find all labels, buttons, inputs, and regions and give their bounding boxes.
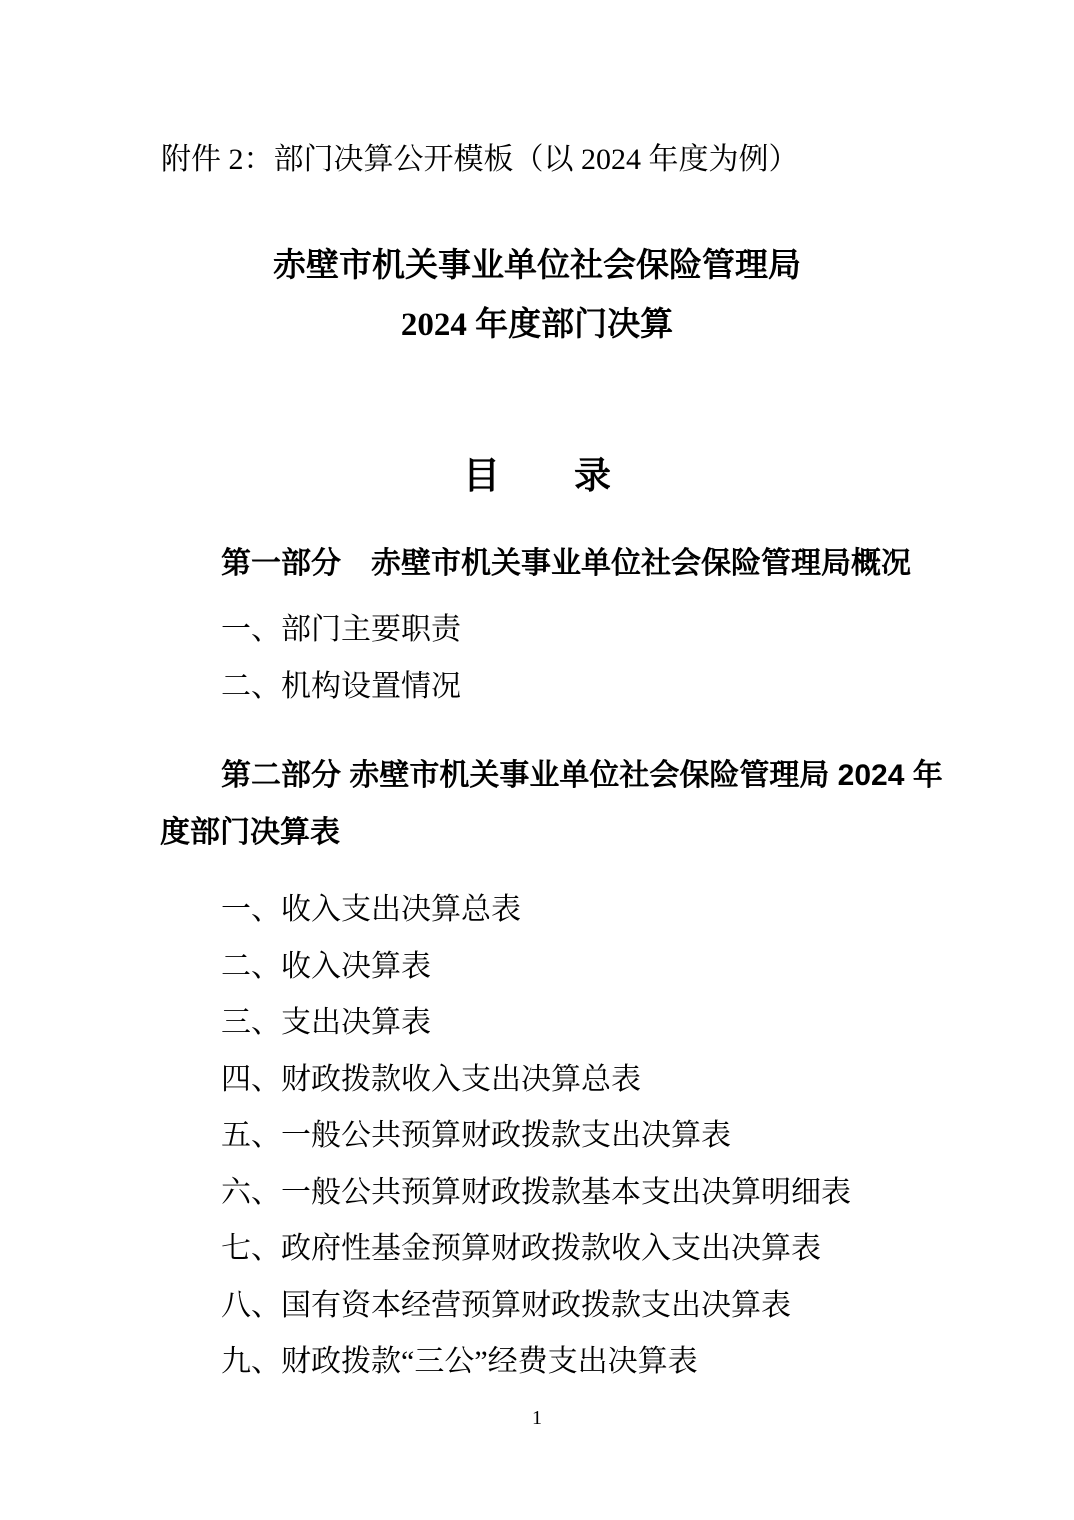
- toc-item-part1-1: 一、部门主要职责: [221, 613, 461, 646]
- toc-item-part2-5: 五、一般公共预算财政拨款支出决算表: [221, 1119, 731, 1152]
- attachment-note: 附件 2：部门决算公开模板（以 2024 年度为例）: [161, 143, 799, 176]
- toc-item-part2-3: 三、支出决算表: [221, 1006, 431, 1039]
- toc-item-part2-7: 七、政府性基金预算财政拨款收入支出决算表: [221, 1232, 821, 1265]
- toc-item-part2-2: 二、收入决算表: [221, 950, 431, 983]
- document-title-line2: 2024 年度部门决算: [400, 307, 674, 343]
- toc-item-part2-6: 六、一般公共预算财政拨款基本支出决算明细表: [221, 1176, 851, 1209]
- toc-item-part2-9: 九、财政拨款“三公”经费支出决算表: [221, 1345, 698, 1378]
- toc-part1-heading: 第一部分 赤壁市机关事业单位社会保险管理局概况: [221, 547, 911, 580]
- toc-title: 目 录: [463, 456, 611, 497]
- toc-item-part1-2: 二、机构设置情况: [221, 670, 461, 703]
- document-title-line1: 赤壁市机关事业单位社会保险管理局: [273, 248, 801, 284]
- toc-item-part2-4: 四、财政拨款收入支出决算总表: [221, 1063, 641, 1096]
- toc-part2-heading-line1: 第二部分 赤壁市机关事业单位社会保险管理局 2024 年: [221, 759, 943, 792]
- page-number: 1: [532, 1407, 542, 1429]
- toc-item-part2-8: 八、国有资本经营预算财政拨款支出决算表: [221, 1289, 791, 1322]
- toc-item-part2-1: 一、收入支出决算总表: [221, 893, 521, 926]
- toc-part2-heading-line2: 度部门决算表: [160, 816, 340, 849]
